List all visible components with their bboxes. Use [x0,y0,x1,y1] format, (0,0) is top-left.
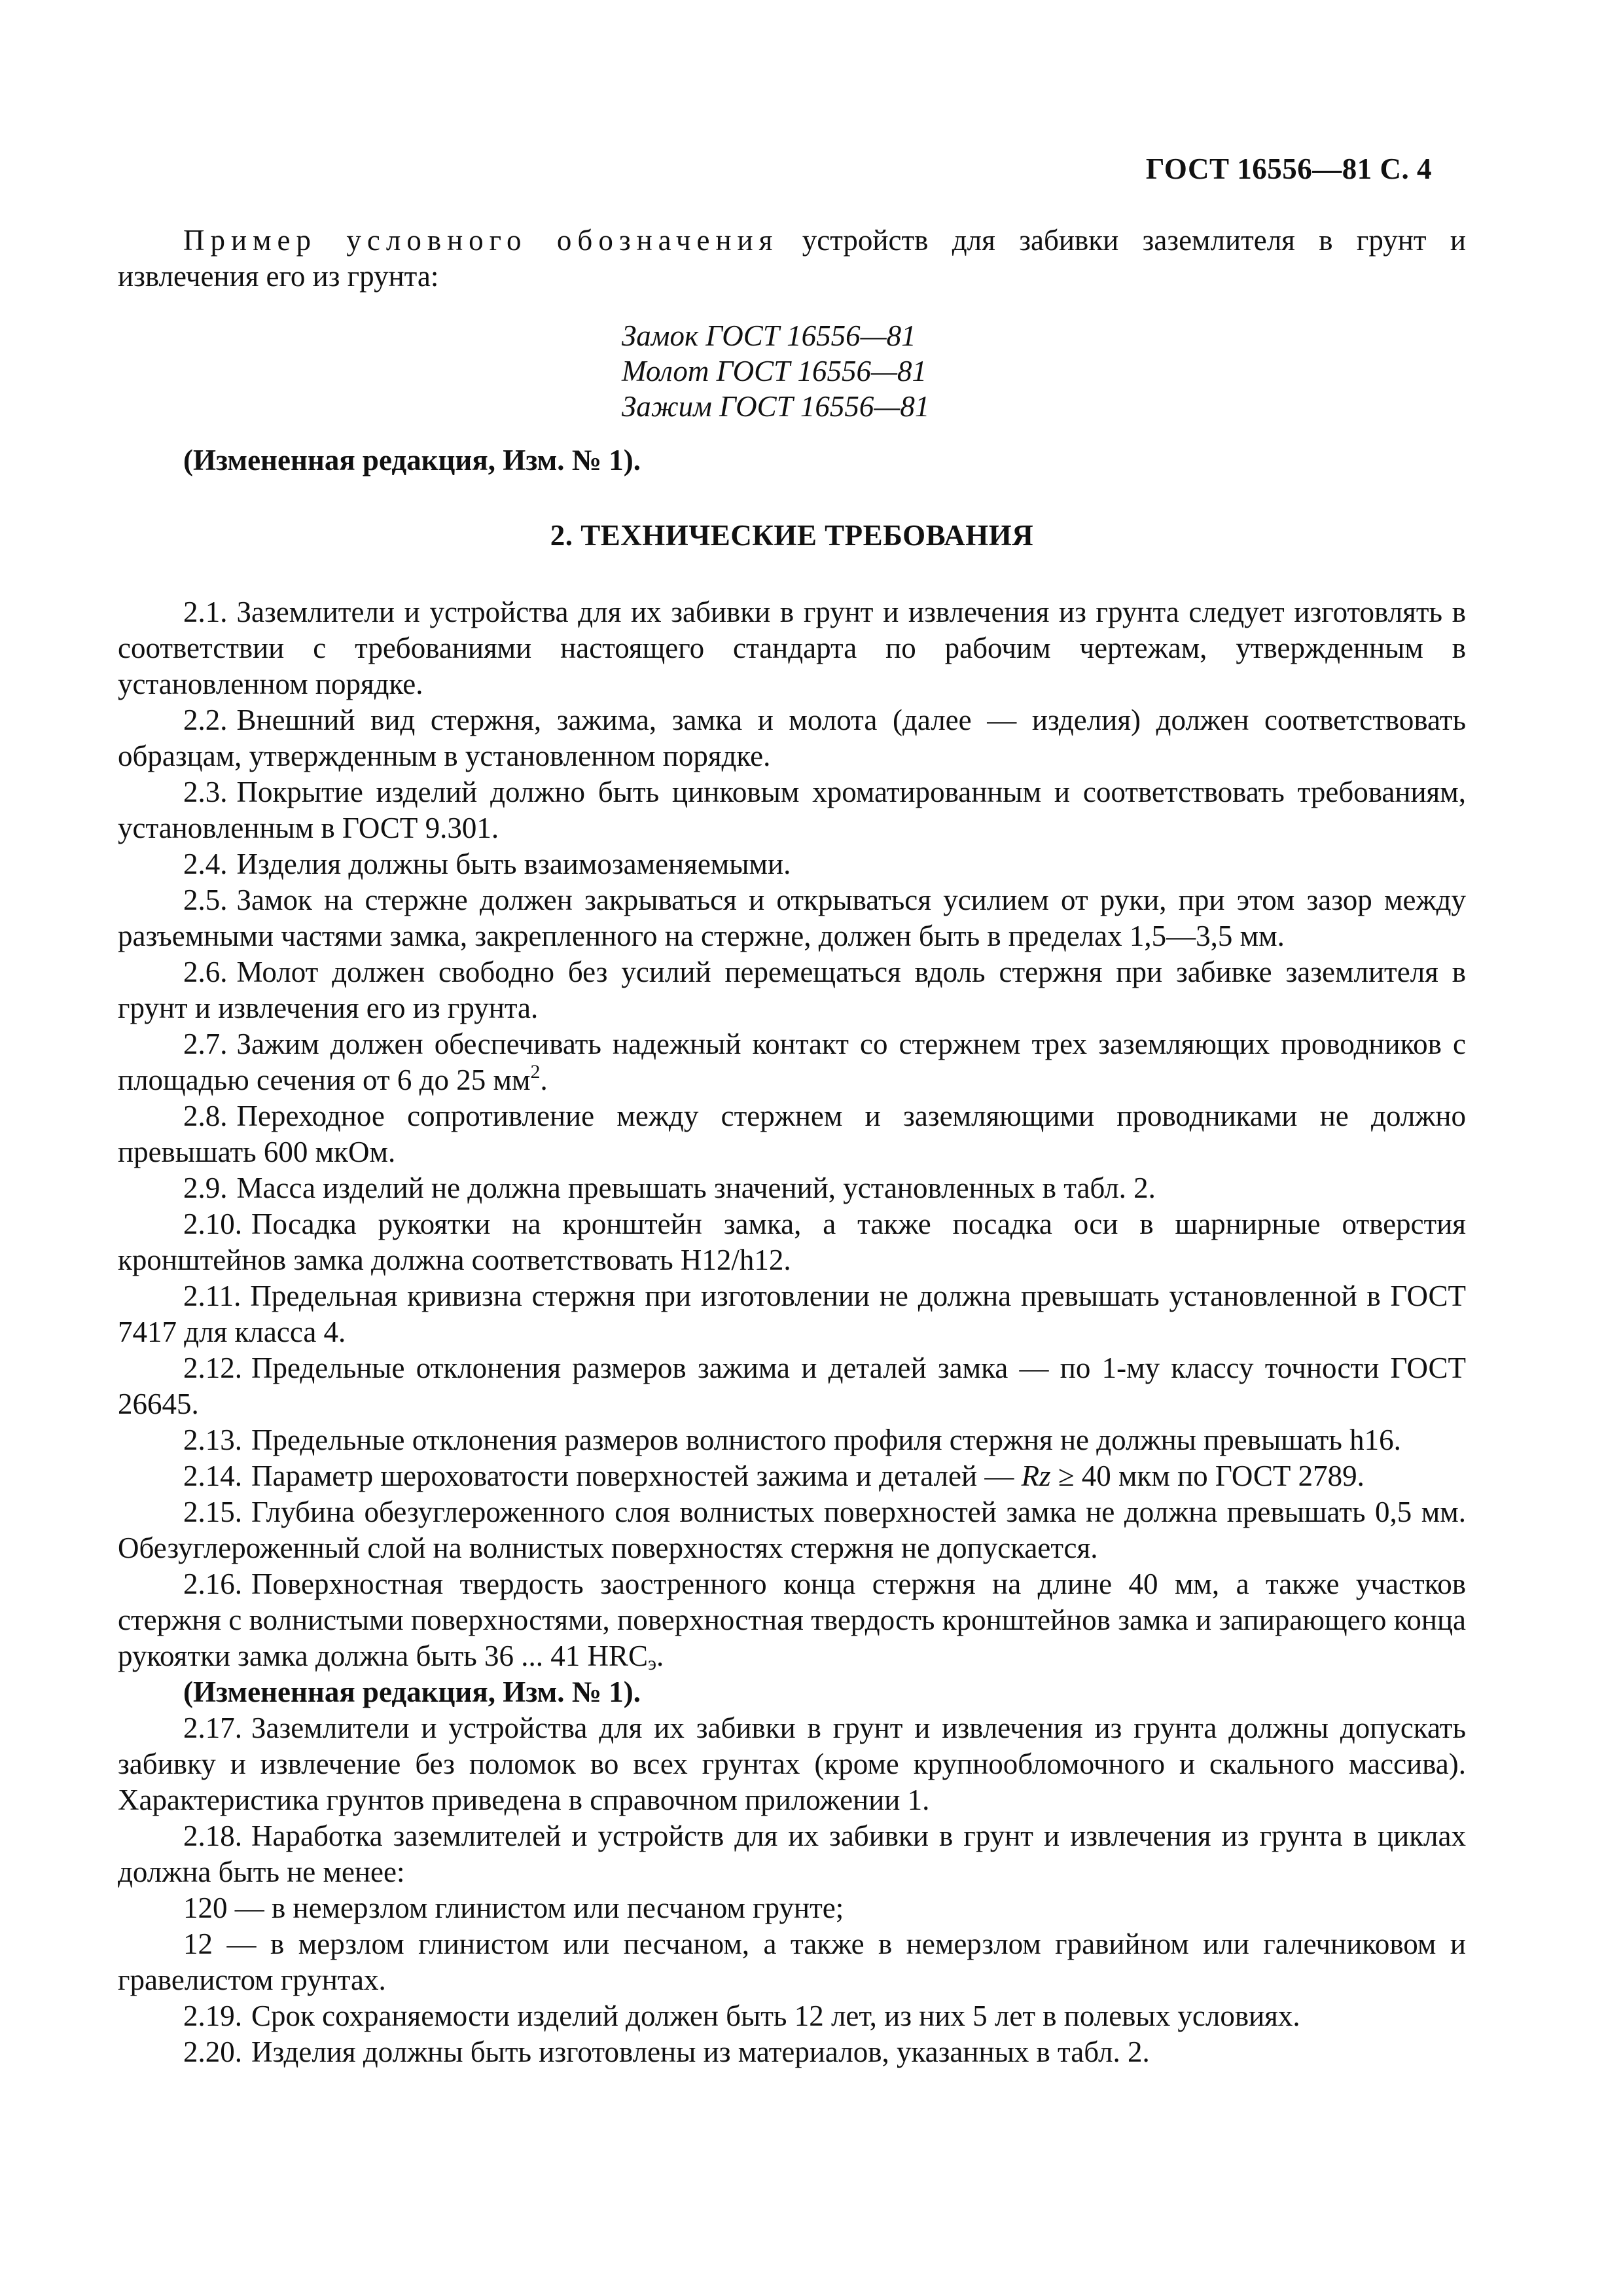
page-header-doc-ref: ГОСТ 16556—81 С. 4 [1145,152,1432,185]
clause-number: 2.5. [183,884,228,916]
clause-number: 2.4. [183,848,228,880]
designation-hammer: Молот ГОСТ 16556—81 [622,355,927,387]
clause-2-11 [118,1278,1466,1350]
clause-2-12 [118,1350,1466,1422]
designation-clamp: Зажим ГОСТ 16556—81 [622,390,930,423]
superscript: 2 [530,1061,541,1083]
clause-2-16 [118,1566,1466,1674]
clause-text: Переходное сопротивление между стержнем и заземляющими проводниками не должно превышать 600 мкОм. [118,1100,1466,1168]
designation-examples [118,318,1466,424]
amendment-note-2: (Измененная редакция, Изм. № 1). [183,1676,641,1708]
clause-text: Молот должен свободно без усилий перемещаться вдоль стержня при забивке заземлителя в грунт и извлечения его из грунта. [118,956,1466,1024]
clause-2-6 [118,954,1466,1026]
clause-2-18-line-120: 120 — в немерзлом глинистом или песчаном грунте; [183,1892,844,1924]
clause-text: Замок на стержне должен закрываться и открываться усилием от руки, при этом зазор между разъемными частями замка, закрепленного на стержне, должен быть в пределах 1,5—3,5 мм. [118,884,1466,952]
clause-number: 2.18. [183,1820,242,1852]
designation-intro-text: устройств для забивки заземлителя в грунт и извлечения его из грунта: [118,224,1466,293]
clause-text: Предельные отклонения размеров зажима и деталей замка — по 1-му классу точности ГОСТ 26645. [118,1352,1466,1420]
clause-2-2 [118,702,1466,774]
clause-text: Поверхностная твердость заостренного конца стержня на длине 40 мм, а также участков стержня с волнистыми поверхностями, поверхностная твердость кронштейнов замка и запирающего конца рукоятки замка должна быть 36 ... 41 HRC [118,1568,1466,1672]
clause-number: 2.1. [183,596,228,628]
clause-2-10 [118,1206,1466,1278]
clause-2-18 [118,1818,1466,1890]
clause-number: 2.6. [183,956,228,988]
clause-number: 2.8. [183,1100,228,1132]
clause-text: Предельные отклонения размеров волнистого профиля стержня не должны превышать h16. [251,1424,1401,1456]
clause-number: 2.19. [183,2000,242,2032]
clause-2-7 [118,1026,1466,1098]
clause-number: 2.20. [183,2036,242,2068]
section-title: 2. ТЕХНИЧЕСКИЕ ТРЕБОВАНИЯ [550,519,1034,552]
rz-symbol: Rz [1021,1460,1051,1492]
clause-number: 2.13. [183,1424,242,1456]
clause-number: 2.3. [183,776,228,808]
clause-tail: . [656,1640,664,1672]
clause-text: Заземлители и устройства для их забивки в грунт и извлечения из грунта следует изготовлять в соответствии с требованиями настоящего стандарта по рабочим чертежам, утвержденным в установленном порядке. [118,596,1466,700]
clause-text-pre: Параметр шероховатости поверхностей зажима и деталей — [251,1460,1022,1492]
clause-text: Зажим должен обеспечивать надежный контакт со стержнем трех заземляющих проводников с площадью сечения от 6 до 25 мм [118,1028,1466,1096]
clause-2-14 [118,1458,1466,1494]
clause-2-3 [118,774,1466,846]
clause-number: 2.2. [183,704,228,736]
clause-2-4 [118,846,1466,882]
designation-intro-spaced: Пример условного обозначения [183,224,779,257]
clause-text: Предельная кривизна стержня при изготовлении не должна превышать установленной в ГОСТ 7417 для класса 4. [118,1280,1466,1348]
clause-2-8 [118,1098,1466,1170]
amendment-note: (Измененная редакция, Изм. № 1). [183,444,641,476]
clause-text: Изделия должны быть изготовлены из материалов, указанных в табл. 2. [251,2036,1150,2068]
clause-text: Посадка рукоятки на кронштейн замка, а также посадка оси в шарнирные отверстия кронштейнов замка должна соответствовать H12/h12. [118,1208,1466,1276]
document-body [118,223,1466,2070]
clause-text: Заземлители и устройства для их забивки в грунт и извлечения из грунта должны допускать забивку и извлечение без поломок во всех грунтах (кроме крупнообломочного и скального массива). Характеристика грунтов приведена в справочном приложении 1. [118,1712,1466,1816]
clause-2-1 [118,594,1466,702]
clause-2-17 [118,1710,1466,1818]
clause-2-9 [118,1170,1466,1206]
clause-number: 2.7. [183,1028,228,1060]
clause-number: 2.12. [183,1352,242,1384]
clause-text: Внешний вид стержня, зажима, замка и молота (далее — изделия) должен соответствовать образцам, утвержденным в установленном порядке. [118,704,1466,772]
clause-2-18-line-12: 12 — в мерзлом глинистом или песчаном, а также в немерзлом гравийном или галечниковом и гравелистом грунтах. [118,1928,1466,1996]
subscript: э [648,1653,656,1674]
clause-text: Глубина обезуглероженного слоя волнистых поверхностей замка не должна превышать 0,5 мм. Обезуглероженный слой на волнистых поверхностях стержня не допускается. [118,1496,1466,1564]
clause-2-19 [118,1998,1466,2034]
clause-number: 2.10. [183,1208,242,1240]
clause-text: ≥ 40 мкм по ГОСТ 2789. [1050,1460,1364,1492]
designation-lock: Замок ГОСТ 16556—81 [622,319,916,352]
clause-number: 2.11. [183,1280,241,1312]
clause-text: Масса изделий не должна превышать значений, установленных в табл. 2. [236,1172,1156,1204]
clause-2-15 [118,1494,1466,1566]
clause-number: 2.14. [183,1460,242,1492]
clause-2-13 [118,1422,1466,1458]
clause-number: 2.15. [183,1496,242,1528]
clause-2-20 [118,2034,1466,2070]
clause-tail: . [540,1064,548,1096]
clause-text: Наработка заземлителей и устройств для их забивки в грунт и извлечения из грунта в циклах должна быть не менее: [118,1820,1466,1888]
clause-2-5 [118,882,1466,954]
designation-intro [118,223,1466,295]
clause-text: Покрытие изделий должно быть цинковым хроматированным и соответствовать требованиям, установленным в ГОСТ 9.301. [118,776,1466,844]
clause-number: 2.17. [183,1712,242,1744]
clause-text: Срок сохраняемости изделий должен быть 12 лет, из них 5 лет в полевых условиях. [251,2000,1300,2032]
clause-number: 2.16. [183,1568,242,1600]
clause-text: Изделия должны быть взаимозаменяемыми. [236,848,791,880]
clause-number: 2.9. [183,1172,228,1204]
